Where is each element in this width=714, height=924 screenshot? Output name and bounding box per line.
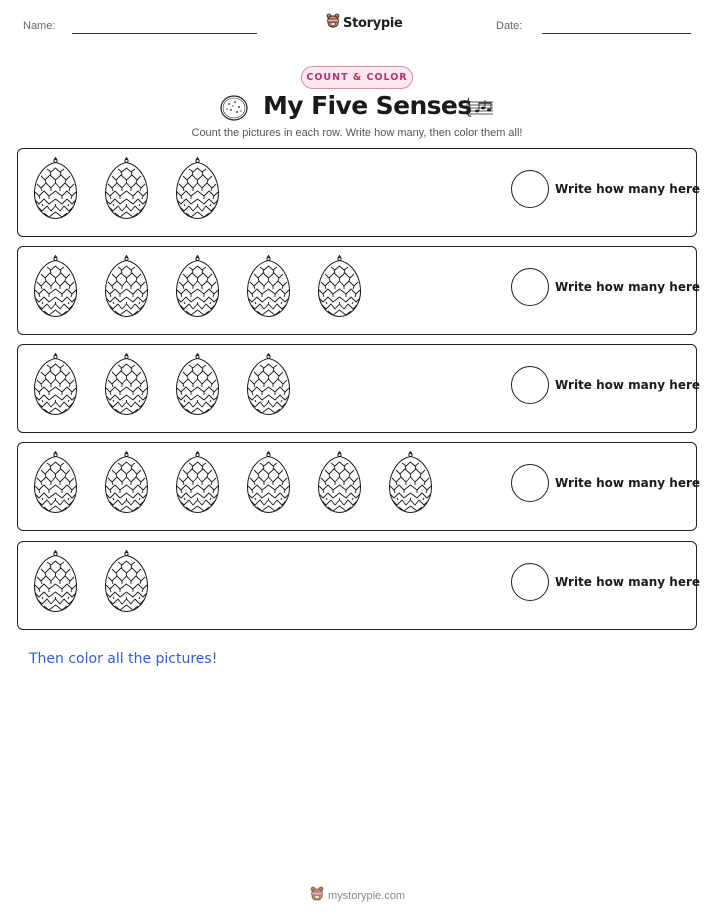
answer-circle[interactable] (511, 366, 549, 404)
site-footer (310, 886, 405, 906)
pinecone-icon[interactable] (243, 254, 294, 318)
pinecone-group (30, 352, 294, 416)
pinecone-icon[interactable] (101, 156, 152, 220)
counting-row (17, 541, 701, 630)
instructions-text: Count the pictures in each row. Write how many, then color them all! (191, 127, 523, 139)
date-label: Date: (496, 20, 523, 32)
bear-logo-icon (326, 13, 340, 33)
answer-circle[interactable] (511, 563, 549, 601)
answer-label: Write how many here (555, 182, 701, 196)
cookie-icon (219, 94, 249, 126)
pinecone-icon[interactable] (101, 549, 152, 613)
pinecone-icon[interactable] (172, 450, 223, 514)
counting-row (17, 344, 701, 433)
pinecone-icon[interactable] (30, 156, 81, 220)
brand-logo (326, 13, 403, 33)
date-line[interactable] (542, 33, 691, 34)
answer-label: Write how many here (555, 575, 701, 589)
pinecone-icon[interactable] (385, 450, 436, 514)
pinecone-icon[interactable] (314, 450, 365, 514)
name-line[interactable] (72, 33, 257, 34)
pinecone-icon[interactable] (101, 254, 152, 318)
title-row (0, 90, 714, 126)
pinecone-icon[interactable] (172, 254, 223, 318)
pinecone-icon[interactable] (172, 156, 223, 220)
pinecone-icon[interactable] (30, 254, 81, 318)
pinecone-icon[interactable] (243, 450, 294, 514)
answer-circle[interactable] (511, 464, 549, 502)
pinecone-icon[interactable] (172, 352, 223, 416)
activity-badge: COUNT & COLOR (301, 66, 413, 89)
brand-name: Storypie (343, 15, 403, 31)
counting-row (17, 246, 701, 335)
bear-logo-icon (310, 886, 324, 906)
pinecone-icon[interactable] (101, 352, 152, 416)
answer-label: Write how many here (555, 378, 701, 392)
pinecone-group (30, 156, 223, 220)
music-notes-icon (463, 94, 495, 124)
pinecone-icon[interactable] (243, 352, 294, 416)
answer-circle[interactable] (511, 170, 549, 208)
pinecone-icon[interactable] (101, 450, 152, 514)
answer-label: Write how many here (555, 476, 701, 490)
answer-label: Write how many here (555, 280, 701, 294)
name-label: Name: (23, 20, 56, 32)
pinecone-icon[interactable] (30, 450, 81, 514)
page-title: My Five Senses (263, 91, 472, 120)
pinecone-icon[interactable] (30, 549, 81, 613)
footer-note: Then color all the pictures! (29, 651, 218, 667)
counting-row (17, 148, 701, 237)
pinecone-icon[interactable] (314, 254, 365, 318)
site-url: mystorypie.com (328, 890, 406, 902)
answer-circle[interactable] (511, 268, 549, 306)
counting-row (17, 442, 701, 531)
pinecone-group (30, 254, 365, 318)
pinecone-group (30, 549, 152, 613)
pinecone-group (30, 450, 436, 514)
pinecone-icon[interactable] (30, 352, 81, 416)
